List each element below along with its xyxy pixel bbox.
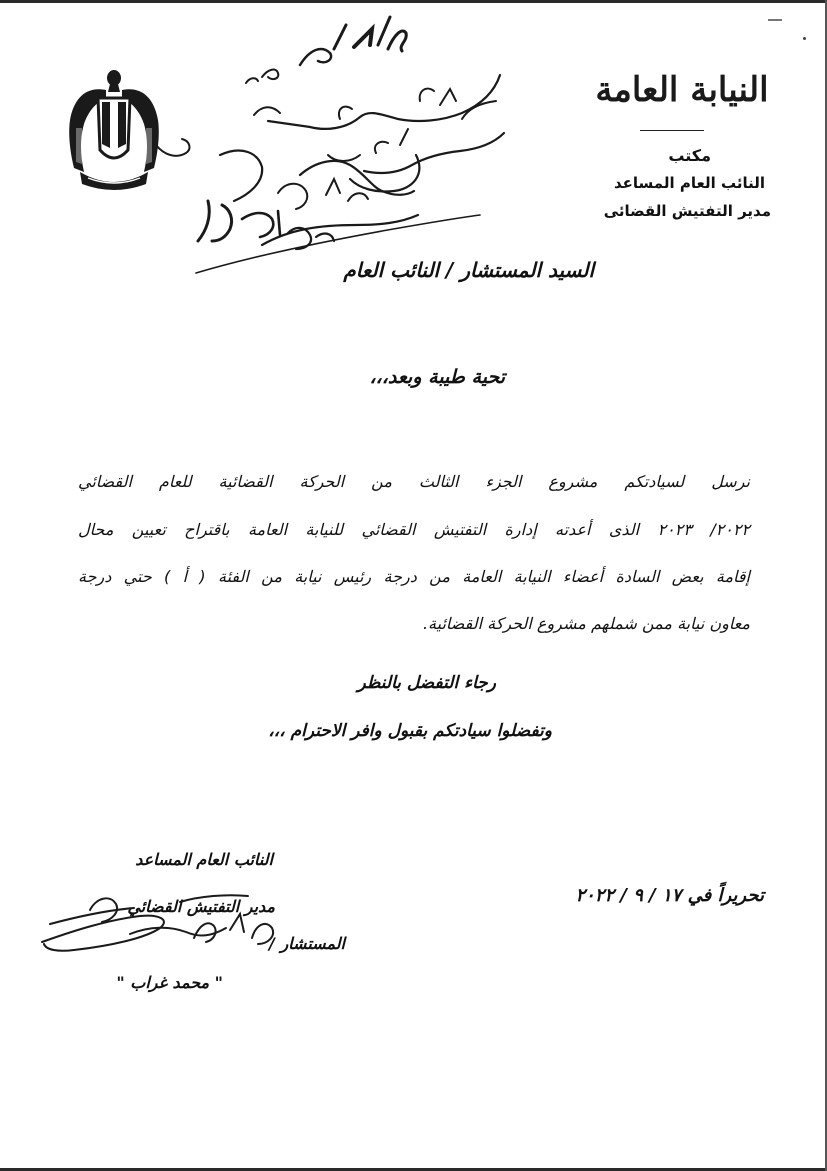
- body-line-3: إقامة بعض السادة أعضاء النيابة العامة من درجة رئيس نيابة من الفئة ( أ ) حتي درجة: [78, 567, 750, 586]
- letterhead-org-name: النيابة العامة: [595, 70, 769, 110]
- greeting-line: تحية طيبة وبعد،،،: [369, 366, 505, 388]
- scan-mark: [768, 19, 782, 21]
- request-line: رجاء التفضل بالنظر: [357, 673, 496, 693]
- eagle-emblem-icon: [66, 68, 162, 194]
- date-line: تحريراً في ١٧ / ٩ / ٢٠٢٢: [575, 885, 764, 906]
- letterhead-rule: [640, 130, 704, 131]
- body-line-4: معاون نيابة ممن شملهم مشروع الحركة القضائية.: [422, 614, 750, 633]
- signatory-title-counselor: المستشار /: [269, 934, 345, 953]
- body-line-1: نرسل لسيادتكم مشروع الجزء الثالث من الحركة القضائية للعام القضائي: [78, 472, 750, 491]
- scan-border-top: [0, 0, 827, 3]
- signatory-name: " محمد غراب ": [116, 973, 223, 992]
- letterhead-deputy: النائب العام المساعد: [614, 174, 765, 192]
- signatory-title-director: مدير التفتيش القضائي: [127, 897, 275, 916]
- handwritten-signature: [30, 880, 330, 970]
- letterhead-director: مدير التفتيش القضائى: [603, 202, 771, 220]
- handwritten-annotation: [150, 5, 530, 275]
- addressee-line: السيد المستشار / النائب العام: [343, 258, 594, 282]
- scan-dot: [803, 37, 806, 40]
- body-line-2: ٢٠٢٢/ ٢٠٢٣ الذى أعدته إدارة التفتيش القضائي للنيابة العامة باقتراح تعيين محال: [78, 520, 750, 539]
- signatory-title-deputy: النائب العام المساعد: [135, 850, 273, 869]
- closing-line: وتفضلوا سيادتكم بقبول وافر الاحترام ،،،: [268, 721, 552, 741]
- letterhead-office: مكتب: [668, 146, 711, 165]
